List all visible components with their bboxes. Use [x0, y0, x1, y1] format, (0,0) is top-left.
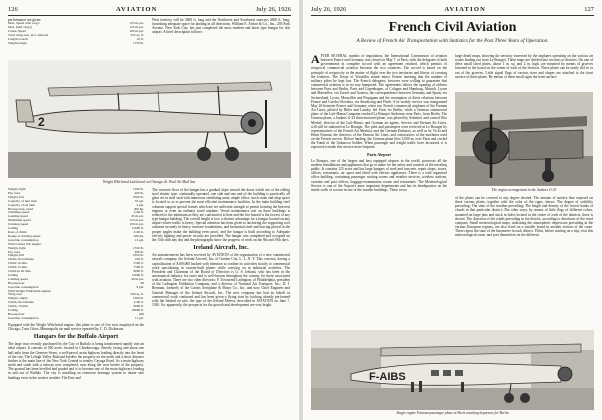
spec-label: Cruise Speed — [8, 28, 26, 33]
spec-label: Ceiling — [8, 308, 18, 313]
spec-value: 400 lb. — [134, 190, 144, 195]
spec-value: 500 mi. — [133, 233, 144, 238]
spec-label: Weight, empty — [8, 296, 28, 301]
spec-label: Climb, first minute — [8, 257, 34, 262]
spec-label: Landing speed — [8, 214, 28, 219]
spec-value: 650 ft. — [135, 257, 144, 262]
page-number: 126 — [8, 5, 18, 13]
hangars-paragraph: The large tract recently purchased by the City of Buffalo is being transformed rapidly into an ideal airport. It consists of 500 acres, located in Cheektowaga, directly facing and about one half mile from the Genesee Street, a well-paved, main highway leading directly into the heart of the city. The Lehigh Valley Railroad borders the property on the north and a short distance further is the main line of the New York Central to nearby Cayuga Road. As a main highway north and south with a subway now completed, runs along the west border of the property. The ground has been levelled and graded and is to become one of the main highways leading in and out of Buffalo. The city is installing an extensive drainage system to insure safe landings even in the wettest weather. The East and — [8, 342, 144, 380]
farman-illustration — [311, 330, 594, 410]
spec-label: Wing area — [8, 292, 22, 297]
spec-label: Range at cruising speed — [8, 233, 41, 238]
engine-photo-caption: The engine arrangement in the Junkers G-23 — [491, 188, 557, 192]
spec-value: 40 m.p.h. — [131, 276, 144, 281]
article-left-column — [311, 54, 447, 326]
spec-label: Gasoline consumption — [8, 315, 39, 320]
svg-text:2: 2 — [38, 115, 45, 129]
spec-label: Cruising speed — [8, 222, 29, 227]
plane-registration-marking: F-AIBS — [369, 371, 406, 383]
spec-value: 12 gal. — [134, 237, 144, 242]
farman-plane-photo — [311, 330, 594, 410]
intro-paragraph: FTER SEVERAL months of negotiation, the International Commission of aviation between France and Germany was closed on May 7, at Paris, with the delegates of both governments in complete accord with an agreement reached, which permits of reciprocal commercial aviation between the two countries. The accord is based on the principle of reciprocity in the matter of flight over the two territories and liberty of crossing the frontiers. The Treaty of Versailles stands intact, France insisting that the number of military pilots be kept low. The French delegates, however were willing to guarantee that commercial aviation is in no way hampered. The agreements allows the opening of airlines between Paris and Berlin, Paris and Copenhagen, of Cologne and Hamburg, Munich, Lyons and Marseilles, via Zurich and Geneva, the correspondence between Germany and Spain, via Switzerland, Lyons, Marseilles and Perpignan and the resumption of direct relations between France and Czecho-Slovakia, via Strasbourg and Fürth. A tri-weekly service was inaugurated May 26 between France and Germany when two French commercial airplanes of the Farman Air Lines, piloted by Bitler and Landry, left Paris for Berlin, while a German commercial plane of the Luft-Hansa Company reached Le Bourget Airdrome, near Paris, from Berlin. The German plane, a Junkers G-23 three-motored plane, was piloted by Schinkel, and carried Otto Merkel, director of the Luft-Hansa, and German air agents. Service and Farman Air Lines, will still be stationed at Le Bourget. The pilot and passengers were received at Le Bourget by representatives of the French Air Ministry and the German Embassy, as well as by Vicki and Henri Farman, the directors of the Farman Air Lines, and constructors of the machines used on the French service. Before landing, the German plane flew 2,000 m. over Paris and circled the Tomb of the Unknown Soldier. When passenger and freight traffic have increased, it is expected to make this service more frequent. — [311, 54, 447, 150]
ireland-paragraph: An announcement has been received by AVIATION of the organization of a new commercial aircraft company, the Ireland Aircraft, Inc. of Garden City, L. I., N. Y. This concern, having a capitalization of $100,000 backed with intention to confine its activities strictly to commercial work specializing in custom-built planes while carrying on in industrial activities. The President and Chairman of the Board of Directors is G. S. Ireland, who has been in the aeronautical industry for years and is well-known throughout the country for those associated with aviation. There are two other directors: F. Townsend Ladington, of Philadelphia, president of the Ladington Exhibition Company, and a director of National Air Transport, Inc.; D. J. Brennan, formerly of the Curtiss Aeroplane & Motor Co., Inc. and now Chief Engineer and General Manager of the Ireland Aircraft, Inc. The new company has had its behalf in commercial work continued and has been given a flying start by backing already performed with the Ireland on sale, the type of the Ireland Meteor, described in AVIATION on June 7, 1926. So, apparently, the prospects for the growth and development are very bright. — [152, 253, 290, 308]
spec-label: Pay load — [8, 249, 20, 254]
spec-label: Capacity of fuel tank — [8, 198, 37, 203]
spec-value: 9000 ft. — [133, 269, 144, 274]
drop-cap: A — [311, 54, 320, 66]
ireland-heading: Ireland Aircraft, Inc. — [193, 244, 249, 252]
spec-value: 400 lb. — [134, 249, 144, 254]
spec-label: Length overall — [8, 36, 28, 41]
laird-biplane-photo — [8, 60, 291, 178]
top-spec-block — [8, 18, 144, 62]
spec-value: 325 sq. ft. — [130, 32, 144, 37]
spec-value: 100 m.p.h. — [129, 28, 144, 33]
spec-label: Landing speed — [8, 276, 28, 281]
spec-value: 1100 ft. — [133, 300, 144, 305]
spec-value: 25 ft. — [136, 36, 144, 41]
engine-illustration — [455, 92, 593, 186]
spec-value: 55 gal. — [134, 198, 144, 203]
spec-label: Ceiling — [8, 272, 18, 277]
spec-label: Climb, first minute — [8, 300, 34, 305]
spec-label: Climbing speed — [8, 210, 30, 215]
spec-value: 12000 ft. — [131, 272, 144, 277]
magazine-name: AVIATION — [116, 5, 158, 13]
issue-date: July 26, 1926 — [311, 5, 347, 13]
right-page-header — [311, 4, 594, 16]
spec-value: 2350 lb. — [132, 253, 144, 258]
paris-airport-heading: Paris Airport — [367, 151, 391, 157]
spec-value: 300 sq. ft. — [130, 292, 144, 297]
magazine-name: AVIATION — [444, 5, 486, 13]
article-right-column-lower: of the plates can be covered to any degree desired. The amount of surface thus exposed on these various plates, together with the color of the signs, shows: The degree of visibility prevailing; The state of the weather prevailing; The height and density of the lowest banks of clouds in that particular district; The other ways, by means of little flags of different colors, mounted on large pins and stuck in holes located in the center of each of the districts, there is shown: The direction of the winds prevailing in the district, according to directions of the wind compass; Small meteorological maps, indicating the atmospheric depression prevailing in the various European regions, are also fixed on a smaller board in another section of the room. These report the state of the barometer in each district. Pilots, before starting on a trip, visit this meteorological room, and post themselves on the different — [455, 196, 593, 238]
spec-label: Total wing area, incl. ailerons — [8, 32, 49, 37]
spec-value: 18000 ft. — [131, 308, 144, 313]
spec-row — [8, 317, 144, 321]
spec-label: With Wright Whirlwind engine: — [8, 288, 52, 293]
top-spec-table — [8, 22, 144, 45]
spec-value: 125 m.p.h. — [129, 21, 144, 26]
left-column-lower — [8, 188, 144, 416]
laird-photo-caption: Wright Whirlwind Laird used on Chicago–St. Paul Air Mail line. — [102, 180, 197, 184]
hangar-description-paragraph: The concrete floor of the hangar has a gradual slope toward the doors which are of the rolling steel shutter type, continually operated, one side and one end of the building is practically all glass set in steel sash with numerous ventilating units; ample office, stock room and shop space is located so as to prevent the most efficient maintenance facilities. In the main building steel columns support special frames which are set sufficient strength to permit hoisting the heaviest engines or even an ordinary sized airplane. Vessel maintenance rest on these buildings is reduced to the minimum as they are constructed to heat and the fire hazard is the lowest of any type hangar building. The overall height is low, a distinct advantage for a hangar located on any airport where traffic is heavy. Special attention has been given to anchoring the supporting roof columns securely in heavy concrete foundations, and horizontal steel and bracing placed in the proper angles make the building even proof, and the hangar is built according to Adequate electric lighting and power circuits are provided. The hangar was completed and occupied on the 15th with any day and the photographs show the progress of work on the 9th and 19th days. — [152, 188, 290, 242]
page-number: 127 — [584, 5, 594, 13]
spec-value: 1290 lb. — [132, 188, 144, 191]
equipped-paragraph: Equipped with the Wright Whirlwind engine, this plane is one of five now employed on the Chicago–Twin Cities–Minneapolis air mail service operated by C. D. Dickinson. — [8, 322, 144, 331]
article-subtitle: A Review of French Air Transportation with Statistics for the Past Three Years of Operation. — [356, 38, 549, 44]
hangars-heading: Hangars for the Buffalo Airport — [33, 333, 119, 341]
spec-label: Rate of climb — [8, 229, 27, 234]
spec-value: 7500 ft. — [133, 265, 144, 270]
spec-label: Horsepower — [8, 280, 25, 285]
junkers-engine-photo — [455, 92, 593, 186]
spec-label: Climb in 20 min. — [8, 269, 32, 274]
spec-label: Gasoline consumption — [8, 284, 39, 289]
spec-value: 4 gal. — [136, 202, 144, 207]
left-page — [0, 0, 299, 420]
main-spec-table — [8, 188, 144, 321]
biplane-illustration — [8, 60, 291, 178]
issue-date: July 26, 1926 — [255, 5, 291, 13]
spec-label: Maximum speed — [8, 218, 31, 223]
spec-value: 200 hp. — [133, 206, 144, 211]
spec-label: Max. Speed with cargo — [8, 21, 40, 26]
spec-label: Horsepower — [8, 312, 25, 316]
spec-label: Weight, light — [8, 245, 26, 250]
spec-label: Max. (half cargo) — [8, 25, 32, 30]
spec-value: 5500 ft. — [133, 261, 144, 266]
spec-label: Gasoline consumption — [8, 237, 39, 242]
spec-value: 125 m.p.h. — [129, 218, 144, 223]
spec-value: 9000 ft. — [133, 304, 144, 309]
spec-value: 15000 ft. — [131, 226, 144, 231]
article-title: French Civil Aviation — [388, 20, 517, 35]
spec-label: Climb 15 min. — [8, 265, 28, 270]
spec-value: 45 m.p.h. — [131, 214, 144, 219]
spec-value: 100 m.p.h. — [129, 222, 144, 227]
spec-label: Pay load — [8, 190, 20, 195]
spec-value: 9 gal. — [136, 284, 144, 289]
left-page-header — [8, 4, 291, 16]
article-right-column-top: large detail maps, showing the territory traversed by the airplanes operating on the various air routes leading out from Le Bourget. These maps are divided into sections or districts. On one of these small sized plates, about 1 in. sq. and 2 in. high, are mounted by means of grooves fastened to the board on the center of each of the districts. These plates can be easily slid in or out of the grooves. Little signal flags of various sizes and shapes are attached to the front surface of these plates. By means of these small signs the front surface — [455, 54, 593, 79]
right-page — [303, 0, 602, 420]
spec-label: Climb 10 min. — [8, 261, 28, 266]
spec-value: 11 gal. — [134, 315, 144, 320]
spec-label: Weight, full — [8, 194, 25, 199]
spec-label: Weight empty — [8, 40, 28, 45]
spec-value: 1100 ft. — [133, 229, 144, 234]
spec-label: Weight, light — [8, 188, 26, 191]
spec-value: 2500 lb. — [132, 194, 144, 199]
spec-value: 1100 ft. — [133, 210, 144, 215]
spec-label: Weight, full — [8, 253, 25, 258]
spec-label: Climb, 10 min. — [8, 304, 29, 309]
spec-row — [8, 42, 144, 46]
spec-label: Capacity of oil tank — [8, 202, 35, 207]
spec-value: 90 — [140, 280, 144, 285]
spec-value: 200 — [138, 312, 144, 316]
right-column-lower — [152, 188, 290, 416]
top-right-text: West territory will be 3000 ft. long and the Northwest and Southwest runways 2600 ft. long, furnishing adequate space for landing in all directions. William E. Arthur & Co., Inc., 203 Park Avenue, New York City, has just completed the most modern and latest type hangar for this airport. A brief description follows: — [152, 18, 290, 35]
spec-label: Horsepower, rated — [8, 206, 33, 211]
paris-airport-paragraph: Le Bourget, one of the largest and best equipped airports in the world, possesses all the modern installations and appliances that go to make for the safety and comfort of the traveling public. It contains 125 acres and has large hangars of steel and concrete, repair shops, stores, offices, restaurants, air space and fitted with electric appliances. There is a well organized office building, containing passenger waiting rooms and weather services, wireless stations, customs and post offices, baggage-examination rooms and restaurants. The Meteorological Service is one of the Airport's most important departments and has its headquarters on the inside walls of a room in one of the smaller buildings. These cover — [311, 158, 447, 192]
spec-value: 125 m.p.h. — [129, 25, 144, 30]
spec-value: 1290 lb. — [132, 296, 144, 301]
spec-value: 1350 lb. — [132, 245, 144, 250]
top-intro-text: performance are given: — [8, 18, 42, 22]
farman-photo-caption: Single engine Farman passenger plane at Paris awaiting departure for Berlin — [396, 411, 509, 415]
spec-label: Ceiling — [8, 226, 18, 231]
spec-value: 1750 lb. — [132, 40, 144, 45]
spec-label: With Curtiss OX engine: — [8, 241, 42, 246]
